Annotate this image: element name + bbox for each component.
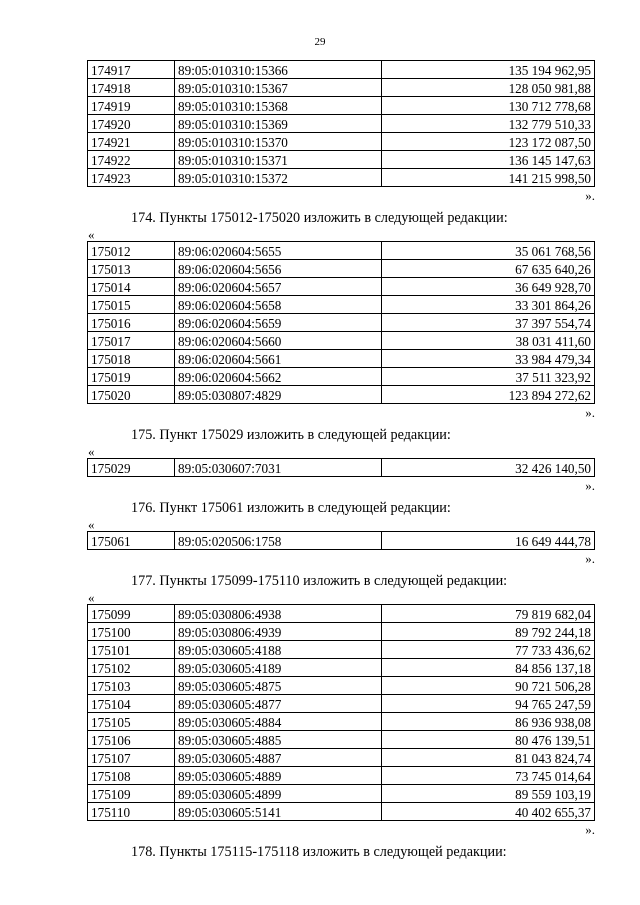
table-row — [88, 260, 595, 278]
amendment-block — [87, 209, 595, 420]
row-number-cell: 175015 — [88, 296, 175, 314]
value-cell: 123 894 272,62 — [382, 386, 595, 404]
value-cell: 40 402 655,37 — [382, 803, 595, 821]
table-row — [88, 731, 595, 749]
cadastral-value-table — [87, 60, 595, 187]
value-cell: 37 511 323,92 — [382, 368, 595, 386]
value-cell: 80 476 139,51 — [382, 731, 595, 749]
amendment-block — [87, 499, 595, 566]
value-cell: 36 649 928,70 — [382, 278, 595, 296]
cadastral-number-cell: 89:06:020604:5659 — [175, 314, 382, 332]
row-number-cell: 174919 — [88, 97, 175, 115]
row-number-cell: 175105 — [88, 713, 175, 731]
value-cell: 38 031 411,60 — [382, 332, 595, 350]
table-row — [88, 785, 595, 803]
value-cell: 135 194 962,95 — [382, 61, 595, 79]
table-row — [88, 368, 595, 386]
table-row — [88, 623, 595, 641]
table-row — [88, 386, 595, 404]
cadastral-number-cell: 89:05:010310:15372 — [175, 169, 382, 187]
cadastral-number-cell: 89:05:020506:1758 — [175, 532, 382, 550]
table-row — [88, 459, 595, 477]
row-number-cell: 174920 — [88, 115, 175, 133]
value-cell: 89 559 103,19 — [382, 785, 595, 803]
cadastral-number-cell: 89:06:020604:5656 — [175, 260, 382, 278]
value-cell: 136 145 147,63 — [382, 151, 595, 169]
row-number-cell: 175100 — [88, 623, 175, 641]
cadastral-number-cell: 89:05:010310:15367 — [175, 79, 382, 97]
cadastral-number-cell: 89:05:010310:15371 — [175, 151, 382, 169]
row-number-cell: 175103 — [88, 677, 175, 695]
value-cell: 79 819 682,04 — [382, 605, 595, 623]
table-row — [88, 605, 595, 623]
cadastral-number-cell: 89:06:020604:5657 — [175, 278, 382, 296]
amendment-block — [87, 843, 595, 861]
table-row — [88, 151, 595, 169]
value-cell: 73 745 014,64 — [382, 767, 595, 785]
row-number-cell: 175102 — [88, 659, 175, 677]
amendment-block — [87, 572, 595, 837]
table-row — [88, 296, 595, 314]
value-cell: 130 712 778,68 — [382, 97, 595, 115]
cadastral-number-cell: 89:05:030607:7031 — [175, 459, 382, 477]
amendment-heading: 176. Пункт 175061 изложить в следующей редакции: — [131, 500, 451, 516]
value-cell: 35 061 768,56 — [382, 242, 595, 260]
cadastral-number-cell: 89:06:020604:5662 — [175, 368, 382, 386]
cadastral-number-cell: 89:05:010310:15369 — [175, 115, 382, 133]
cadastral-number-cell: 89:05:030806:4939 — [175, 623, 382, 641]
close-quote: ». — [585, 551, 595, 566]
cadastral-value-table — [87, 241, 595, 404]
close-quote: ». — [585, 188, 595, 203]
cadastral-number-cell: 89:05:010310:15370 — [175, 133, 382, 151]
value-cell: 67 635 640,26 — [382, 260, 595, 278]
value-cell: 94 765 247,59 — [382, 695, 595, 713]
table-row — [88, 532, 595, 550]
table-row — [88, 713, 595, 731]
document-body — [87, 60, 595, 861]
row-number-cell: 175108 — [88, 767, 175, 785]
amendment-heading: 177. Пункты 175099-175110 изложить в следующей редакции: — [131, 573, 508, 589]
open-quote: « — [88, 227, 95, 242]
close-quote: ». — [585, 822, 595, 837]
table-row — [88, 242, 595, 260]
cadastral-number-cell: 89:05:030605:4189 — [175, 659, 382, 677]
row-number-cell: 174921 — [88, 133, 175, 151]
cadastral-value-table — [87, 531, 595, 550]
table-row — [88, 677, 595, 695]
row-number-cell: 175029 — [88, 459, 175, 477]
value-cell: 37 397 554,74 — [382, 314, 595, 332]
row-number-cell: 174917 — [88, 61, 175, 79]
amendment-block — [87, 60, 595, 203]
table-row — [88, 641, 595, 659]
table-row — [88, 803, 595, 821]
cadastral-value-table — [87, 458, 595, 477]
cadastral-number-cell: 89:05:030605:4884 — [175, 713, 382, 731]
table-row — [88, 79, 595, 97]
table-row — [88, 659, 595, 677]
value-cell: 32 426 140,50 — [382, 459, 595, 477]
row-number-cell: 174922 — [88, 151, 175, 169]
row-number-cell: 175018 — [88, 350, 175, 368]
cadastral-number-cell: 89:05:030806:4938 — [175, 605, 382, 623]
value-cell: 128 050 981,88 — [382, 79, 595, 97]
value-cell: 90 721 506,28 — [382, 677, 595, 695]
table-row — [88, 332, 595, 350]
table-row — [88, 115, 595, 133]
row-number-cell: 175016 — [88, 314, 175, 332]
row-number-cell: 175107 — [88, 749, 175, 767]
row-number-cell: 175017 — [88, 332, 175, 350]
cadastral-number-cell: 89:06:020604:5655 — [175, 242, 382, 260]
open-quote: « — [88, 517, 95, 532]
table-row — [88, 749, 595, 767]
row-number-cell: 175099 — [88, 605, 175, 623]
table-row — [88, 767, 595, 785]
cadastral-number-cell: 89:05:030605:4875 — [175, 677, 382, 695]
cadastral-number-cell: 89:05:030605:5141 — [175, 803, 382, 821]
value-cell: 123 172 087,50 — [382, 133, 595, 151]
row-number-cell: 175106 — [88, 731, 175, 749]
value-cell: 33 301 864,26 — [382, 296, 595, 314]
table-row — [88, 278, 595, 296]
row-number-cell: 174923 — [88, 169, 175, 187]
amendment-block — [87, 426, 595, 493]
amendment-heading: 178. Пункты 175115-175118 изложить в следующей редакции: — [131, 844, 507, 860]
table-row — [88, 133, 595, 151]
row-number-cell: 175013 — [88, 260, 175, 278]
cadastral-number-cell: 89:06:020604:5661 — [175, 350, 382, 368]
value-cell: 77 733 436,62 — [382, 641, 595, 659]
value-cell: 89 792 244,18 — [382, 623, 595, 641]
value-cell: 141 215 998,50 — [382, 169, 595, 187]
row-number-cell: 175061 — [88, 532, 175, 550]
cadastral-number-cell: 89:05:030605:4889 — [175, 767, 382, 785]
value-cell: 81 043 824,74 — [382, 749, 595, 767]
value-cell: 84 856 137,18 — [382, 659, 595, 677]
cadastral-number-cell: 89:05:030605:4899 — [175, 785, 382, 803]
row-number-cell: 175019 — [88, 368, 175, 386]
open-quote: « — [88, 590, 95, 605]
cadastral-number-cell: 89:05:030605:4887 — [175, 749, 382, 767]
table-row — [88, 97, 595, 115]
row-number-cell: 175020 — [88, 386, 175, 404]
row-number-cell: 175101 — [88, 641, 175, 659]
cadastral-number-cell: 89:05:030605:4877 — [175, 695, 382, 713]
row-number-cell: 175109 — [88, 785, 175, 803]
row-number-cell: 175104 — [88, 695, 175, 713]
amendment-heading: 174. Пункты 175012-175020 изложить в следующей редакции: — [131, 210, 508, 226]
cadastral-number-cell: 89:05:030605:4885 — [175, 731, 382, 749]
value-cell: 132 779 510,33 — [382, 115, 595, 133]
value-cell: 16 649 444,78 — [382, 532, 595, 550]
cadastral-number-cell: 89:06:020604:5658 — [175, 296, 382, 314]
cadastral-number-cell: 89:05:010310:15366 — [175, 61, 382, 79]
cadastral-number-cell: 89:05:030807:4829 — [175, 386, 382, 404]
amendment-heading: 175. Пункт 175029 изложить в следующей редакции: — [131, 427, 451, 443]
open-quote: « — [88, 444, 95, 459]
row-number-cell: 175014 — [88, 278, 175, 296]
table-row — [88, 314, 595, 332]
table-row — [88, 169, 595, 187]
page-number: 29 — [314, 36, 326, 48]
row-number-cell: 175012 — [88, 242, 175, 260]
value-cell: 33 984 479,34 — [382, 350, 595, 368]
cadastral-number-cell: 89:06:020604:5660 — [175, 332, 382, 350]
cadastral-number-cell: 89:05:030605:4188 — [175, 641, 382, 659]
row-number-cell: 174918 — [88, 79, 175, 97]
value-cell: 86 936 938,08 — [382, 713, 595, 731]
table-row — [88, 350, 595, 368]
cadastral-value-table — [87, 604, 595, 821]
close-quote: ». — [585, 405, 595, 420]
table-row — [88, 695, 595, 713]
row-number-cell: 175110 — [88, 803, 175, 821]
cadastral-number-cell: 89:05:010310:15368 — [175, 97, 382, 115]
table-row — [88, 61, 595, 79]
close-quote: ». — [585, 478, 595, 493]
